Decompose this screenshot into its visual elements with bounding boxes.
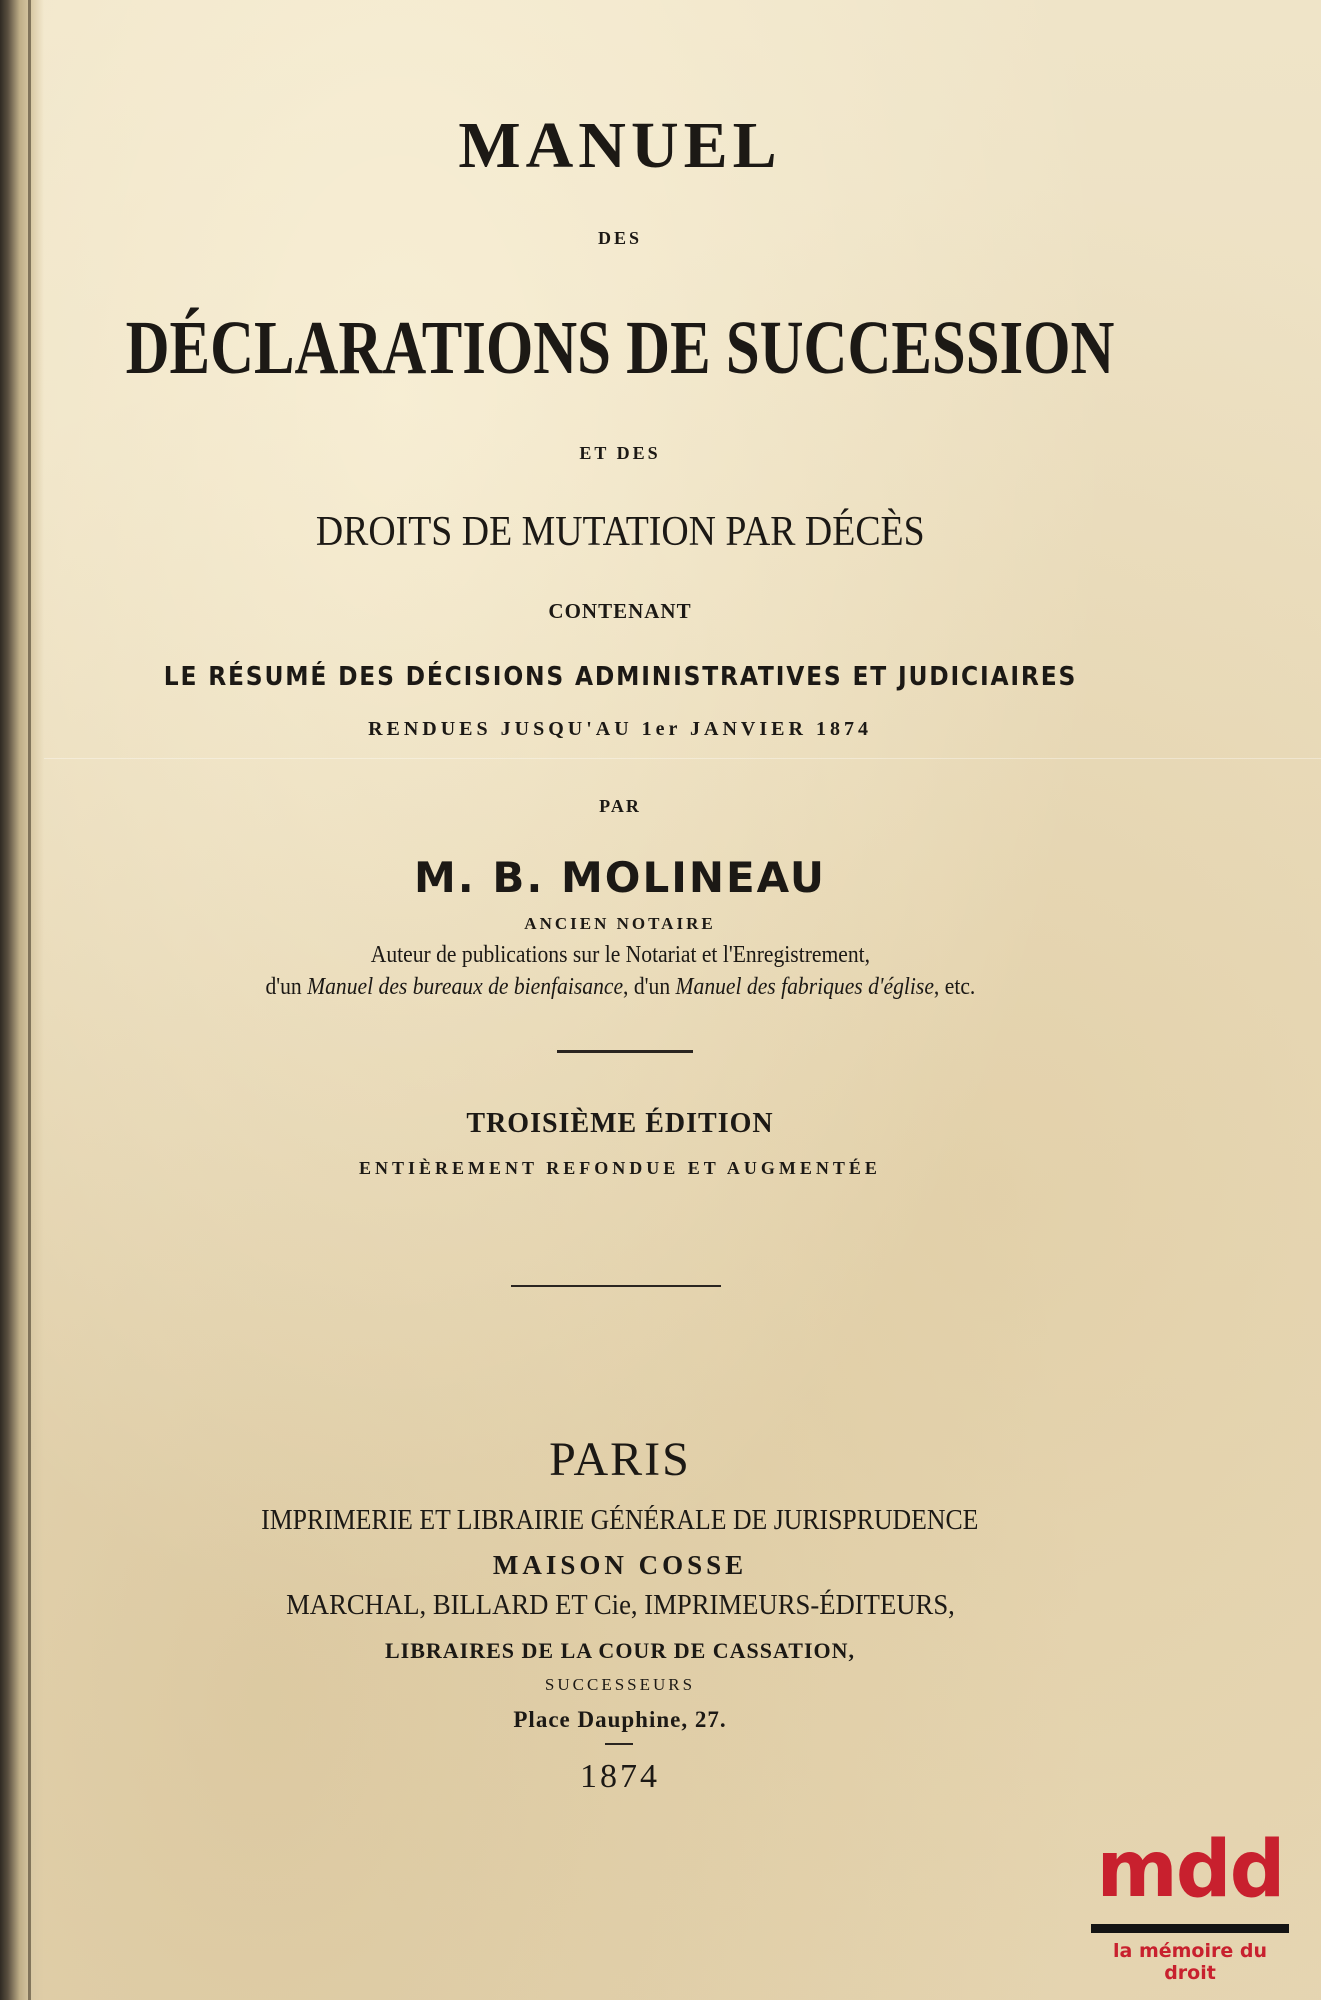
title-par: PAR [599,796,641,816]
author-name: M. B. MOLINEAU [413,853,826,902]
mdd-logo-bar [1091,1924,1289,1933]
author-works-text-3: , etc. [933,974,975,1000]
author-work-title-1: Manuel des bureaux de bienfaisance [306,974,623,1000]
title-rendues: RENDUES JUSQU'AU 1er JANVIER 1874 [368,718,872,740]
mdd-logo-tagline: la mémoire du droit [1113,1940,1267,1984]
imprint-year: 1874 [580,1758,660,1795]
year-dash [605,1743,633,1745]
title-des: DES [597,228,642,248]
edition-subtitle: ENTIÈREMENT REFONDUE ET AUGMENTÉE [359,1158,881,1178]
imprint-printer: IMPRIMERIE ET LIBRAIRIE GÉNÉRALE DE JURISPRUDENCE [261,1505,979,1536]
author-title: ANCIEN NOTAIRE [524,914,716,933]
mdd-logo-word: mdd [1096,1825,1284,1915]
edition-title: TROISIÈME ÉDITION [466,1108,774,1139]
author-works-text-2: , d'un [622,974,676,1000]
divider-rule-2 [511,1285,721,1287]
imprint-maison: MAISON COSSE [492,1550,748,1580]
author-work-title-2: Manuel des fabriques d'église [675,974,934,1000]
title-manuel: MANUEL [458,109,782,182]
author-works-line [265,974,975,1001]
paper-fold-line [44,758,1321,759]
imprint-successeurs: SUCCESSEURS [544,1675,696,1694]
title-contenant: CONTENANT [548,599,692,623]
mdd-logo [1085,1820,1295,1984]
imprint-city: PARIS [549,1433,691,1486]
imprint-libraires: LIBRAIRES DE LA COUR DE CASSATION, [384,1638,856,1663]
title-et-des: ET DES [579,443,661,463]
imprint-address: Place Dauphine, 27. [513,1707,727,1732]
title-resume: LE RÉSUMÉ DES DÉCISIONS ADMINISTRATIVES ET JUDICIAIRES [163,662,1077,692]
title-declarations: DÉCLARATIONS DE SUCCESSION [125,306,1115,390]
title-droits: DROITS DE MUTATION PAR DÉCÈS [315,509,925,555]
author-publications-line: Auteur de publications sur le Notariat et l'Enregistrement, [370,942,870,968]
imprint-publishers: MARCHAL, BILLARD ET Cie, IMPRIMEURS-ÉDITEURS, [285,1589,955,1621]
divider-rule [557,1050,693,1053]
author-works-text-1: d'un [265,974,307,1000]
